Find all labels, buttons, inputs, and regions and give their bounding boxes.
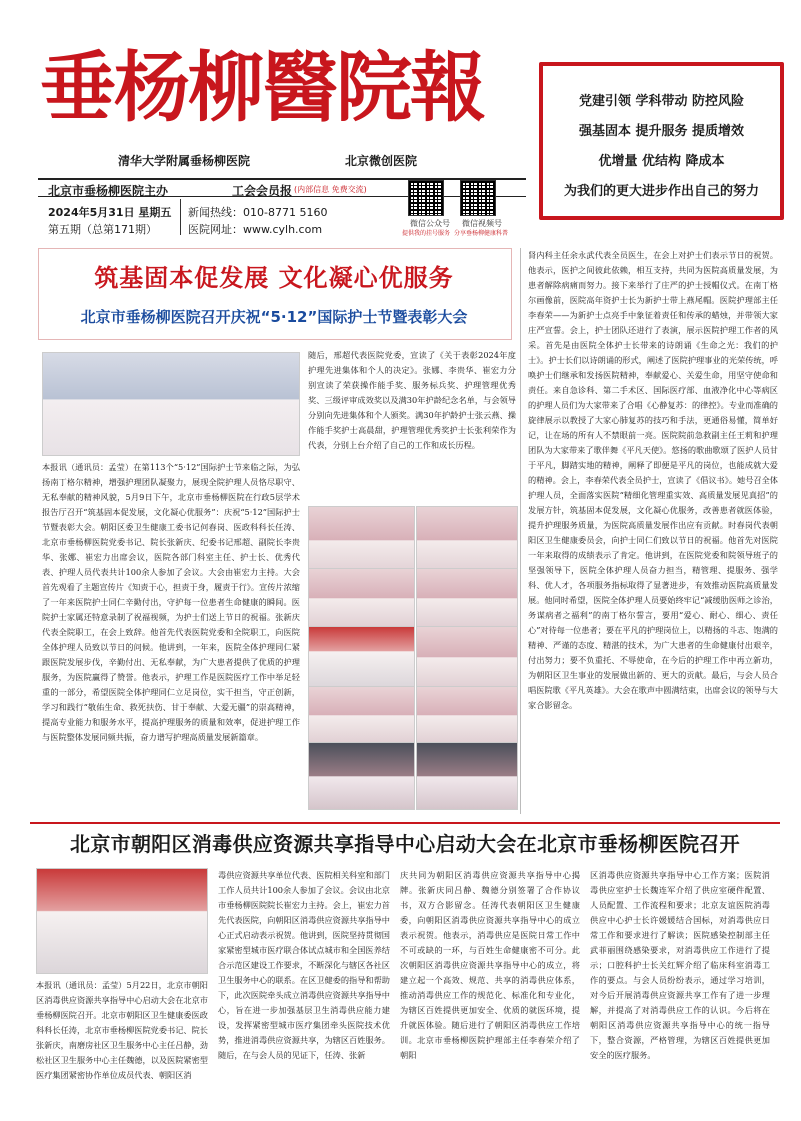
- sponsor: 北京市垂杨柳医院主办: [48, 184, 169, 198]
- second-column-4: 区消毒供应资源共享指导中心工作方案；医院消毒供应室护士长魏连军介绍了供应室硬件配置、人员配置、工作流程和要求；北京友谊医院消毒供应中心护士长许媛媛结合国标，对消毒供应日常工作和要求进行了解读；医院感染控制部主任武菲丽围绕感染要求，对消毒供应工作进行了提示；口腔科护士长关红辉介绍了临床科室消毒工作的要点。与会人员纷纷表示，通过学习培训，对今后开展消毒供应资源共享工作有了进一步理解，并提高了对消毒供应工作的认识。今后将在朝阳区消毒供应资源共享指导中心的统一指导下，整合资源，严格管理，为辖区百姓提供更加安全的医疗服务。: [590, 870, 770, 1060]
- qr1-label: 微信公众号: [410, 219, 450, 228]
- award-photo-5: [308, 626, 415, 688]
- slogan-line-2: 强基固本 提升服务 提质增效: [578, 124, 745, 139]
- lead-column-1: 本报讯（通讯员：孟莹）在第113个“5·12”国际护士节来临之际，为弘扬南丁格尔精神，增强护理团队凝聚力，展现全院护理人员恪尽职守、无私奉献的精神风貌，5月9日下午，北京市垂杨柳医院在行政5层学术报告厅召开“筑基固本促发展，文化凝心优服务”：庆祝“5·12”国际护士节暨表彰大会。朝阳区委卫生健康工委书记何春岗、医政科科长任涛、北京市垂杨柳医院党委书记、院长张新庆、纪委书记邢超、副院长李贵华、张娜、崔宏力出席会议，医院各部门科室主任、护士长、优秀代表、护理人员代表共计100余人参加了会议。大会由崔宏力主持。大会首先观看了主题宣传片《知责于心，担责于身，履责于行》。宣传片浓缩了一年来医院护士同仁辛勤付出，守护每一位患者生命健康的瞬间。医院护士家属还特意录制了祝福视频，为护士们送上节日的祝福。张新庆代表全院职工，在会上致辞。他首先代表医院党委和全院职工，向医院全体护理人员致以节日的问候。他讲到，一年来，医院全体护理同仁紧跟医院发展步伐，辛勤付出、无私奉献，为广大患者提供了优质的护理服务，为医院赢得了赞誉。他表示，护理工作是医院医疗工作中举足轻重的一部分，希望医院全体护理同仁立足岗位，实干担当，守正创新，学习和践行“敬佑生命、救死扶伤、甘于奉献、大爱无疆”的崇高精神，提高专业能力和服务水平，提高护理服务的质量和效率，促进护理工作与医院整体发展同频共振，奋力谱写护理高质量发展新篇章。: [42, 462, 300, 742]
- award-photo-1: [308, 506, 415, 574]
- slogan-box: [539, 62, 784, 220]
- qr2-label: 微信视频号: [462, 219, 502, 228]
- union-note: (内部信息 免费交流): [294, 185, 367, 194]
- masthead: [40, 38, 500, 138]
- lead-column-3: 肾内科主任余永武代表全员医生，在会上对护士们表示节日的祝贺。他表示，医护之间彼此依赖，相互支持，共同为医院高质量发展，为患者解除病痛而努力。接下来举行了庄严的护士授帽仪式。在南丁格尔画像前，医院高年资护士长为新护士带上燕尾帽。医院护理部主任李春荣——为新护士点亮手中象征着责任和传承的蜡烛，并带领大家庄严宣誓。会上，护士团队还进行了表演，展示医院护理工作者的风采。首先是由医院全体护士长带来的诗朗诵《生命之光：我们的护士》。护士长们以诗朗诵的形式，阐述了医院护理事业的光荣传统，呼唤护士们继承和发扬医院精神，奉献爱心、关爱生命，用坚守使命和责任。来自急诊科、第二手术区、国际医疗部、血液净化中心等病区的护理人员们为大家带来了合唱《心静复苏：的律控》。专业而准确的旋律展示以教授了大家心肺复苏的技巧和手法，更通俗易懂，简单好记，让在场的所有人不禁眼前一亮。医院院前急救副主任王莉和护理团队为大家带来了歌伴舞《平凡天使》。悠扬的歌曲歌颂了医护人员甘于平凡，脚踏实地的精神，阐释了即便是平凡的岗位，也能成就大爱的精神。会上，李春荣代表全员护士，宣读了《倡议书》。她号召全体护理人员，全面落实医院“精细化管理重实效、高质量发展见真招”的发展方针，筑基固本促发展，文化凝心优服务，改善患者就医体验，提升护理服务质量，为医院高质量发展作出应有贡献。时春岗代表朝阳区卫生健康委员会，向护士同仁们致以节日的祝福。他首先对医院一年来取得的成绩表示了肯定。他讲到，在医院党委和院领导班子的坚强领导下，医院全体护理人员奋力担当，精管理、提服务、强学科、优人才，各项服务指标取得了显著进步，有效推动医院高质量发展。他同时希望，医院全体护理人员要始终牢记“减缓肋医师之诊治，务谋病者之福利”的南丁格尔誓言，要用“爱心、耐心、细心、责任心”对待每一位患者；要在平凡的护理岗位上，以精扬的斗志、饱满的精神、严谨的态度、精湛的技术，为广大患者的生命健康付出艰辛，付出努力；要不负重托、不辱使命，在今后的护理工作中再立新功，为朝阳区卫生事业的发展做出新的、更大的贡献。最后，与会人员合唱医院歌《平凡英雄》。大会在歌声中圆满结束，出席会议的领导与大家合影留念。: [528, 250, 778, 710]
- qr1-note: 提供我的挂号服务: [402, 230, 451, 237]
- wechat-account-qr-icon: [408, 180, 444, 216]
- section-divider: [30, 822, 780, 824]
- issue-date: 2024年5月31日 星期五: [48, 206, 172, 219]
- performance-photo-1: [308, 742, 415, 810]
- slogan-line-1: 党建引领 学科带动 防控风险: [578, 94, 745, 109]
- second-column-2: 毒供应资源共享单位代表、医院相关科室和部门工作人员共计100余人参加了会议。会议由北京市垂杨柳医院院长崔宏力主持。会上，崔宏力首先代表医院，向朝阳区消毒供应资源共享指导中心正式启动表示祝贺。他讲到，医院坚持贯彻国家紧密型城市医疗联合体试点城市和全国医养结合示范区建设工作要求，不断深化与辖区各社区卫生服务中心的联系。在区卫健委的指导和帮助下，此次医院牵头成立消毒供应资源共享指导中心，旨在进一步加强基层卫生消毒供应能力建设，发挥紧密型城市医疗集团牵头医院技术优势，推进消毒供应资源共享，为辖区百姓服务。随后，在与会人员的见证下，任涛、张新: [218, 870, 390, 1060]
- lead-headline: 筑基固本促发展 文化凝心优服务: [94, 264, 454, 292]
- lead-column-2: 随后，邢超代表医院党委，宣读了《关于表彰2024年度护理先进集体和个人的决定》。张娜、李贵华、崔宏力分别宣读了荣获操作能手奖、服务标兵奖、护理管理优秀奖、三级评审成效奖以及满30年护龄纪念名单，与会领导分别向先进集体和个人颁奖。满30年护龄护士张云燕、操作能手奖护士高晨甜，护理管理优秀奖护士长张利荣作为代表，分别上台介绍了自己的工作和成长历程。: [308, 350, 516, 450]
- ceremony-photo-2: [416, 686, 518, 744]
- award-photo-4: [416, 568, 518, 628]
- website: 医院网址：www.cylh.com: [188, 223, 323, 236]
- issue-number: 第五期（总第171期）: [48, 223, 157, 236]
- second-column-1: 本报讯（通讯员：孟莹）5月22日，北京市朝阳区消毒供应资源共享指导中心启动大会在北京市垂杨柳医院召开。北京市朝阳区卫生健康委医政科科长任涛，北京市垂杨柳医院党委书记、院长张新庆，南磨房社区卫生服务中心主任吕静，劲松社区卫生服务中心主任魏德，以及医院紧密型医疗集团紧密协作单位成员代表、朝阳区消: [36, 980, 208, 1080]
- news-hotline: 新闻热线：010-8771 5160: [188, 206, 328, 219]
- group-photo: [42, 352, 300, 456]
- launch-ceremony-photo: [36, 868, 208, 974]
- performance-photo-2: [416, 742, 518, 810]
- award-photo-2: [416, 506, 518, 574]
- award-photo-6: [416, 626, 518, 688]
- affiliation-left: 清华大学附属垂杨柳医院: [118, 154, 251, 168]
- lead-subhead: 北京市垂杨柳医院召开庆祝“5·12”国际护士节暨表彰大会: [80, 308, 468, 326]
- slogan-line-4: 为我们的更大进步作出自己的努力: [563, 184, 759, 199]
- affiliation-right: 北京微创医院: [345, 154, 418, 168]
- wechat-video-qr-icon: [460, 180, 496, 216]
- slogan-line-3: 优增量 优结构 降成本: [598, 154, 725, 169]
- second-column-3: 庆共同为朝阳区消毒供应资源共享指导中心揭牌。张新庆同吕静、魏德分别签署了合作协议书，双方合影留念。任涛代表朝阳区卫生健康委，向朝阳区消毒供应资源共享指导中心的成立表示祝贺。他表示，消毒供应是医院日常工作中不可或缺的一环，与百姓生命健康密不可分。此次朝阳区消毒供应资源共享指导中心的成立，将建立起一个高效、规范、共享的消毒供应体系，推动消毒供应工作的规范化、标准化和专业化，为辖区百姓提供更加安全、优质的就医环境，提升就医体验。随后进行了朝阳区消毒供应工作培训。北京市垂杨柳医院护理部主任李春荣介绍了朝阳: [400, 870, 580, 1060]
- union-paper: 工会会员报: [232, 184, 293, 198]
- second-headline: 北京市朝阳区消毒供应资源共享指导中心启动大会在北京市垂杨柳医院召开: [70, 832, 740, 856]
- qr2-note: 分享垂杨柳健康科普: [454, 230, 509, 237]
- newspaper-title: 垂杨柳醫院報: [40, 43, 484, 132]
- ceremony-photo-1: [308, 686, 415, 744]
- award-photo-3: [308, 568, 415, 628]
